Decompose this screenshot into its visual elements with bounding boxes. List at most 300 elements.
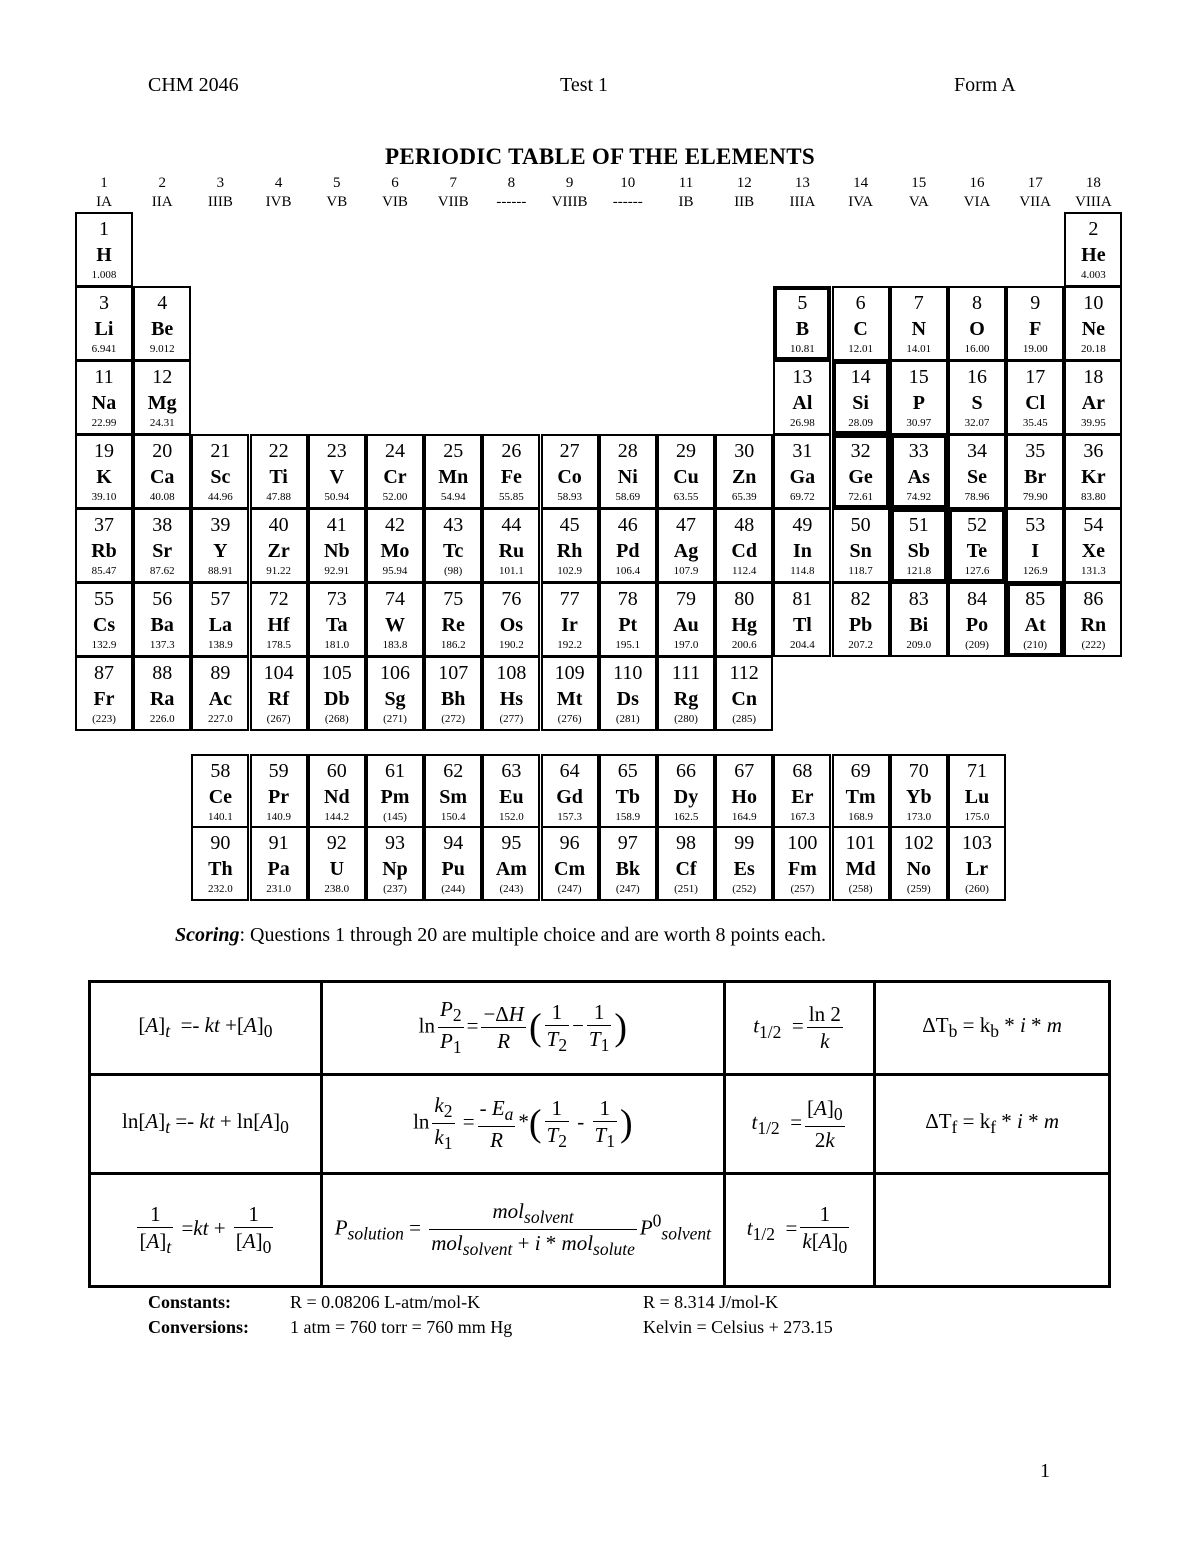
- element-number: 11: [94, 366, 114, 388]
- element-cell: [308, 656, 366, 731]
- element-symbol: Yb: [906, 786, 932, 808]
- element-number: 101: [845, 832, 876, 854]
- element-symbol: S: [971, 392, 983, 414]
- element-number: 104: [263, 662, 294, 684]
- element-symbol: Pu: [441, 858, 465, 880]
- element-number: 47: [676, 514, 696, 536]
- element-symbol: Bi: [909, 614, 929, 636]
- element-cell: [948, 434, 1006, 509]
- group-number: 6: [391, 175, 399, 191]
- element-symbol: I: [1031, 540, 1040, 562]
- group-header: [75, 174, 133, 212]
- element-symbol: Tl: [792, 614, 812, 636]
- element-symbol: Si: [852, 392, 869, 414]
- element-mass: 138.9: [208, 639, 233, 651]
- element-cell: [715, 508, 773, 583]
- element-number: 43: [443, 514, 464, 536]
- element-mass: 65.39: [731, 491, 757, 503]
- element-mass: 114.8: [790, 565, 815, 577]
- element-symbol: Gd: [556, 786, 583, 808]
- element-cell: [250, 754, 308, 829]
- element-number: 23: [326, 440, 347, 462]
- element-mass: 132.9: [91, 639, 117, 651]
- element-symbol: Pd: [616, 540, 640, 562]
- element-mass: (222): [1081, 639, 1106, 651]
- element-mass: 10.81: [790, 343, 815, 355]
- element-number: 29: [676, 440, 696, 462]
- element-mass: (281): [615, 713, 640, 725]
- element-number: 15: [908, 366, 929, 388]
- element-cell: [308, 508, 366, 583]
- element-symbol: Bk: [615, 858, 641, 880]
- eq-clausius-clapeyron: ln $\frac{P_2}{P_1}$ = $\frac{-\Delta H}{R}$ ( $\frac{1}{T_2}$ − $\frac{1}{T_1}$ ): [321, 982, 724, 1075]
- element-mass: 69.72: [790, 491, 815, 503]
- group-header: [250, 174, 308, 212]
- element-number: 35: [1025, 440, 1046, 462]
- element-symbol: Sm: [439, 786, 468, 808]
- element-cell: [250, 434, 308, 509]
- element-mass: 47.88: [266, 491, 291, 503]
- element-number: 73: [326, 588, 347, 610]
- element-symbol: Mt: [556, 688, 583, 710]
- element-symbol: F: [1029, 318, 1042, 340]
- element-number: 32: [850, 440, 871, 462]
- element-symbol: Ta: [326, 614, 348, 636]
- element-mass: 91.22: [266, 565, 291, 577]
- element-cell: [75, 212, 133, 287]
- element-cell: [890, 582, 948, 657]
- group-header: [773, 174, 831, 212]
- element-number: 13: [792, 366, 813, 388]
- group-number: 17: [1027, 175, 1043, 191]
- element-mass: 137.3: [149, 639, 175, 651]
- group-number: 8: [507, 175, 516, 191]
- element-number: 14: [850, 366, 871, 388]
- element-symbol: Tc: [442, 540, 464, 562]
- element-mass: 35.45: [1022, 417, 1048, 429]
- conversion-pressure: 1 atm = 760 torr = 760 mm Hg: [290, 1317, 513, 1337]
- element-cell: [308, 582, 366, 657]
- group-number: 10: [620, 175, 636, 191]
- eq-empty-cell: [875, 1173, 1110, 1286]
- element-symbol: Cs: [92, 614, 116, 636]
- element-symbol: N: [911, 318, 927, 340]
- element-number: 63: [501, 760, 522, 782]
- page-title: PERIODIC TABLE OF THE ELEMENTS: [385, 144, 815, 169]
- element-number: 77: [559, 588, 580, 610]
- group-roman: ------: [612, 194, 643, 210]
- group-roman: IA: [96, 194, 112, 210]
- element-mass: (209): [965, 639, 989, 651]
- eq-half-life-zero: $t_{1/2}$ = $\frac{[A]_0}{2k}$: [724, 1074, 874, 1173]
- element-cell: [832, 360, 890, 435]
- element-symbol: Pr: [268, 786, 290, 808]
- element-symbol: Mg: [147, 392, 177, 414]
- element-number: 31: [792, 440, 813, 462]
- element-cell: [366, 434, 424, 509]
- element-number: 59: [268, 760, 289, 782]
- element-mass: (210): [1023, 639, 1048, 651]
- element-cell: [599, 434, 657, 509]
- element-number: 3: [99, 292, 109, 314]
- element-cell: [948, 508, 1006, 583]
- element-symbol: Cl: [1025, 392, 1046, 414]
- element-number: 103: [962, 832, 992, 854]
- element-cell: [773, 286, 831, 361]
- element-mass: 157.3: [557, 811, 582, 823]
- group-number: 13: [794, 175, 810, 191]
- constant-r2: R = 8.314 J/mol-K: [643, 1292, 779, 1312]
- element-cell: [250, 508, 308, 583]
- element-number: 90: [210, 832, 231, 854]
- element-symbol: Hs: [499, 688, 524, 710]
- constant-r1: R = 0.08206 L-atm/mol-K: [290, 1292, 481, 1312]
- element-number: 109: [554, 662, 585, 684]
- element-number: 84: [967, 588, 987, 610]
- group-header: [133, 174, 191, 212]
- group-header: [1064, 174, 1122, 212]
- element-number: 102: [903, 832, 934, 854]
- element-mass: 74.92: [906, 491, 932, 503]
- element-mass: (267): [266, 713, 291, 725]
- element-number: 22: [268, 440, 289, 462]
- element-cell: [75, 582, 133, 657]
- element-mass: (252): [732, 883, 757, 895]
- element-cell: [773, 582, 831, 657]
- element-cell: [948, 754, 1006, 829]
- element-number: 108: [496, 662, 527, 684]
- element-symbol: Rb: [91, 540, 117, 562]
- element-symbol: Am: [495, 858, 527, 880]
- element-mass: 168.9: [848, 811, 873, 823]
- element-mass: (280): [674, 713, 698, 725]
- element-mass: (243): [499, 883, 524, 895]
- element-number: 19: [94, 440, 114, 462]
- element-number: 12: [152, 366, 173, 388]
- group-header: [948, 174, 1006, 212]
- element-mass: 150.4: [440, 811, 466, 823]
- element-symbol: In: [792, 540, 812, 562]
- group-number: 12: [736, 175, 752, 191]
- element-number: 78: [617, 588, 638, 610]
- element-number: 33: [908, 440, 929, 462]
- element-mass: (145): [383, 811, 407, 823]
- element-cell: [832, 286, 890, 361]
- element-symbol: Ga: [789, 466, 816, 488]
- element-mass: 175.0: [964, 811, 990, 823]
- header-form: Form A: [954, 74, 1016, 96]
- element-cell: [482, 434, 540, 509]
- element-mass: 197.0: [673, 639, 699, 651]
- element-number: 112: [729, 662, 759, 684]
- element-cell: [191, 508, 249, 583]
- element-number: 16: [967, 366, 987, 388]
- element-number: 107: [438, 662, 469, 684]
- element-number: 49: [792, 514, 813, 536]
- element-symbol: Xe: [1081, 540, 1106, 562]
- group-number: 11: [678, 175, 694, 191]
- element-symbol: U: [329, 858, 345, 880]
- element-symbol: Pa: [267, 858, 290, 880]
- element-number: 26: [501, 440, 522, 462]
- element-symbol: Sg: [384, 688, 406, 710]
- element-cell: [482, 582, 540, 657]
- eq-zero-order: $[A]_t$ =- kt $+[A]_0$: [90, 982, 322, 1075]
- element-number: 72: [268, 588, 289, 610]
- element-cell: [133, 286, 191, 361]
- group-number: 4: [274, 175, 283, 191]
- group-header: [890, 174, 948, 212]
- element-symbol: V: [329, 466, 345, 488]
- element-mass: 227.0: [208, 713, 233, 725]
- element-cell: [366, 656, 424, 731]
- element-number: 110: [613, 662, 643, 684]
- element-symbol: Au: [673, 614, 699, 636]
- element-number: 86: [1083, 588, 1104, 610]
- element-mass: 28.09: [848, 417, 873, 429]
- element-cell: [482, 826, 540, 901]
- element-mass: 85.47: [91, 565, 117, 577]
- element-mass: 39.10: [91, 491, 117, 503]
- element-mass: (268): [324, 713, 349, 725]
- group-header: [308, 174, 366, 212]
- element-cell: [657, 434, 715, 509]
- element-number: 39: [210, 514, 231, 536]
- element-cell: [948, 286, 1006, 361]
- element-symbol: Cf: [675, 858, 697, 880]
- element-mass: 181.0: [324, 639, 350, 651]
- element-mass: 63.55: [673, 491, 699, 503]
- group-roman: ------: [496, 194, 527, 210]
- element-mass: (260): [965, 883, 989, 895]
- element-cell: [773, 434, 831, 509]
- element-number: 95: [501, 832, 522, 854]
- element-mass: (98): [444, 565, 463, 577]
- element-mass: 101.1: [499, 565, 524, 577]
- element-mass: 6.941: [91, 343, 117, 355]
- element-mass: 207.2: [848, 639, 873, 651]
- element-cell: [133, 434, 191, 509]
- header-course: CHM 2046: [148, 74, 239, 96]
- element-number: 56: [152, 588, 173, 610]
- element-cell: [133, 360, 191, 435]
- scoring-note: [175, 924, 826, 947]
- element-number: 38: [152, 514, 173, 536]
- element-symbol: Cd: [731, 540, 757, 562]
- element-mass: (272): [441, 713, 466, 725]
- element-symbol: Lu: [964, 786, 990, 808]
- element-mass: 173.0: [906, 811, 932, 823]
- element-number: 94: [443, 832, 464, 854]
- group-number: 7: [449, 175, 457, 191]
- element-cell: [424, 508, 482, 583]
- element-number: 87: [94, 662, 114, 684]
- element-cell: [133, 656, 191, 731]
- group-roman: VB: [326, 194, 348, 210]
- element-cell: [1064, 582, 1122, 657]
- element-cell: [424, 582, 482, 657]
- element-mass: 1.008: [91, 269, 117, 281]
- element-mass: 183.8: [382, 639, 408, 651]
- element-cell: [308, 754, 366, 829]
- element-symbol: Tb: [615, 786, 641, 808]
- element-cell: [191, 582, 249, 657]
- element-symbol: B: [795, 318, 810, 340]
- element-cell: [715, 434, 773, 509]
- element-symbol: Ge: [848, 466, 873, 488]
- element-cell: [657, 582, 715, 657]
- element-cell: [366, 826, 424, 901]
- element-number: 42: [385, 514, 405, 536]
- group-roman: IVB: [265, 194, 292, 210]
- element-symbol: Ne: [1081, 318, 1106, 340]
- element-symbol: Hg: [731, 614, 757, 636]
- element-mass: 40.08: [149, 491, 175, 503]
- element-symbol: Ds: [616, 688, 639, 710]
- element-cell: [832, 826, 890, 901]
- element-symbol: Nd: [324, 786, 350, 808]
- element-mass: 231.0: [266, 883, 291, 895]
- element-number: 25: [443, 440, 464, 462]
- element-number: 54: [1083, 514, 1104, 536]
- element-mass: 112.4: [732, 565, 757, 577]
- element-symbol: Fe: [500, 466, 522, 488]
- element-mass: 162.5: [673, 811, 699, 823]
- element-mass: (223): [92, 713, 116, 725]
- element-symbol: Ni: [617, 466, 638, 488]
- element-mass: 72.61: [848, 491, 873, 503]
- element-cell: [366, 582, 424, 657]
- element-cell: [832, 754, 890, 829]
- element-cell: [75, 656, 133, 731]
- element-cell: [191, 434, 249, 509]
- element-mass: 14.01: [906, 343, 932, 355]
- element-symbol: Db: [324, 688, 350, 710]
- element-mass: 204.4: [790, 639, 815, 651]
- eq-bp-elevation: $\Delta T_b = k_b * i * m$: [875, 982, 1110, 1075]
- element-number: 81: [792, 588, 813, 610]
- element-symbol: Se: [967, 466, 987, 488]
- element-symbol: H: [96, 244, 112, 266]
- group-number: 15: [911, 175, 927, 191]
- element-number: 55: [94, 588, 114, 610]
- element-number: 106: [380, 662, 410, 684]
- eq-half-life-second: $t_{1/2}$ = $\frac{1}{k[A]_0}$: [724, 1173, 874, 1286]
- element-symbol: Zn: [731, 466, 757, 488]
- element-number: 51: [908, 514, 929, 536]
- element-symbol: Sn: [849, 540, 872, 562]
- element-number: 64: [559, 760, 580, 782]
- element-mass: 192.2: [557, 639, 582, 651]
- element-symbol: Ac: [208, 688, 233, 710]
- element-number: 9: [1030, 292, 1041, 314]
- element-cell: [715, 582, 773, 657]
- element-cell: [1064, 286, 1122, 361]
- element-symbol: No: [906, 858, 932, 880]
- element-mass: 238.0: [324, 883, 350, 895]
- group-roman: IIIB: [207, 194, 233, 210]
- element-number: 10: [1083, 292, 1104, 314]
- element-mass: (258): [848, 883, 873, 895]
- element-mass: (276): [557, 713, 582, 725]
- element-symbol: Ir: [561, 614, 578, 636]
- element-number: 99: [734, 832, 755, 854]
- element-mass: 144.2: [324, 811, 350, 823]
- element-mass: 190.2: [499, 639, 524, 651]
- element-cell: [948, 826, 1006, 901]
- element-symbol: Kr: [1081, 466, 1106, 488]
- element-number: 76: [501, 588, 522, 610]
- element-cell: [541, 754, 599, 829]
- group-header: [599, 174, 657, 212]
- element-symbol: Fr: [93, 688, 115, 710]
- element-symbol: Y: [213, 540, 228, 562]
- element-number: 28: [617, 440, 638, 462]
- element-mass: (259): [906, 883, 931, 895]
- element-mass: 79.90: [1022, 491, 1048, 503]
- element-mass: 78.96: [964, 491, 990, 503]
- element-cell: [599, 754, 657, 829]
- element-mass: 92.91: [324, 565, 350, 577]
- element-cell: [424, 434, 482, 509]
- element-cell: [890, 826, 948, 901]
- element-symbol: Es: [733, 858, 755, 880]
- element-cell: [482, 754, 540, 829]
- element-symbol: Bh: [440, 688, 466, 710]
- element-mass: 55.85: [499, 491, 524, 503]
- element-mass: 195.1: [615, 639, 641, 651]
- element-symbol: K: [96, 466, 112, 488]
- group-roman: IIIA: [789, 194, 816, 210]
- element-number: 50: [850, 514, 871, 536]
- element-mass: 107.9: [673, 565, 699, 577]
- element-mass: 102.9: [557, 565, 582, 577]
- element-mass: 39.95: [1081, 417, 1106, 429]
- element-symbol: P: [912, 392, 925, 414]
- group-number: 18: [1085, 175, 1101, 191]
- eq-half-life-first: $t_{1/2}$ = $\frac{\ln 2}{k}$: [724, 982, 874, 1075]
- conversion-temperature: Kelvin = Celsius + 273.15: [643, 1317, 833, 1337]
- element-cell: [657, 656, 715, 731]
- group-number: 2: [158, 175, 166, 191]
- element-number: 74: [385, 588, 405, 610]
- element-cell: [890, 286, 948, 361]
- element-symbol: Sc: [210, 466, 231, 488]
- element-number: 97: [617, 832, 638, 854]
- element-cell: [1064, 434, 1122, 509]
- element-number: 60: [326, 760, 347, 782]
- element-symbol: Dy: [673, 786, 699, 808]
- element-number: 83: [908, 588, 929, 610]
- element-mass: 200.6: [731, 639, 757, 651]
- element-mass: 9.012: [149, 343, 175, 355]
- element-mass: 209.0: [906, 639, 932, 651]
- element-cell: [424, 826, 482, 901]
- element-number: 69: [850, 760, 871, 782]
- element-cell: [250, 656, 308, 731]
- element-mass: 4.003: [1081, 269, 1106, 281]
- element-mass: 164.9: [731, 811, 757, 823]
- element-number: 89: [210, 662, 231, 684]
- element-cell: [75, 508, 133, 583]
- element-mass: 88.91: [208, 565, 233, 577]
- element-mass: 30.97: [906, 417, 932, 429]
- element-cell: [715, 754, 773, 829]
- element-number: 82: [850, 588, 871, 610]
- element-number: 93: [385, 832, 405, 854]
- element-number: 67: [734, 760, 755, 782]
- element-symbol: Re: [441, 614, 465, 636]
